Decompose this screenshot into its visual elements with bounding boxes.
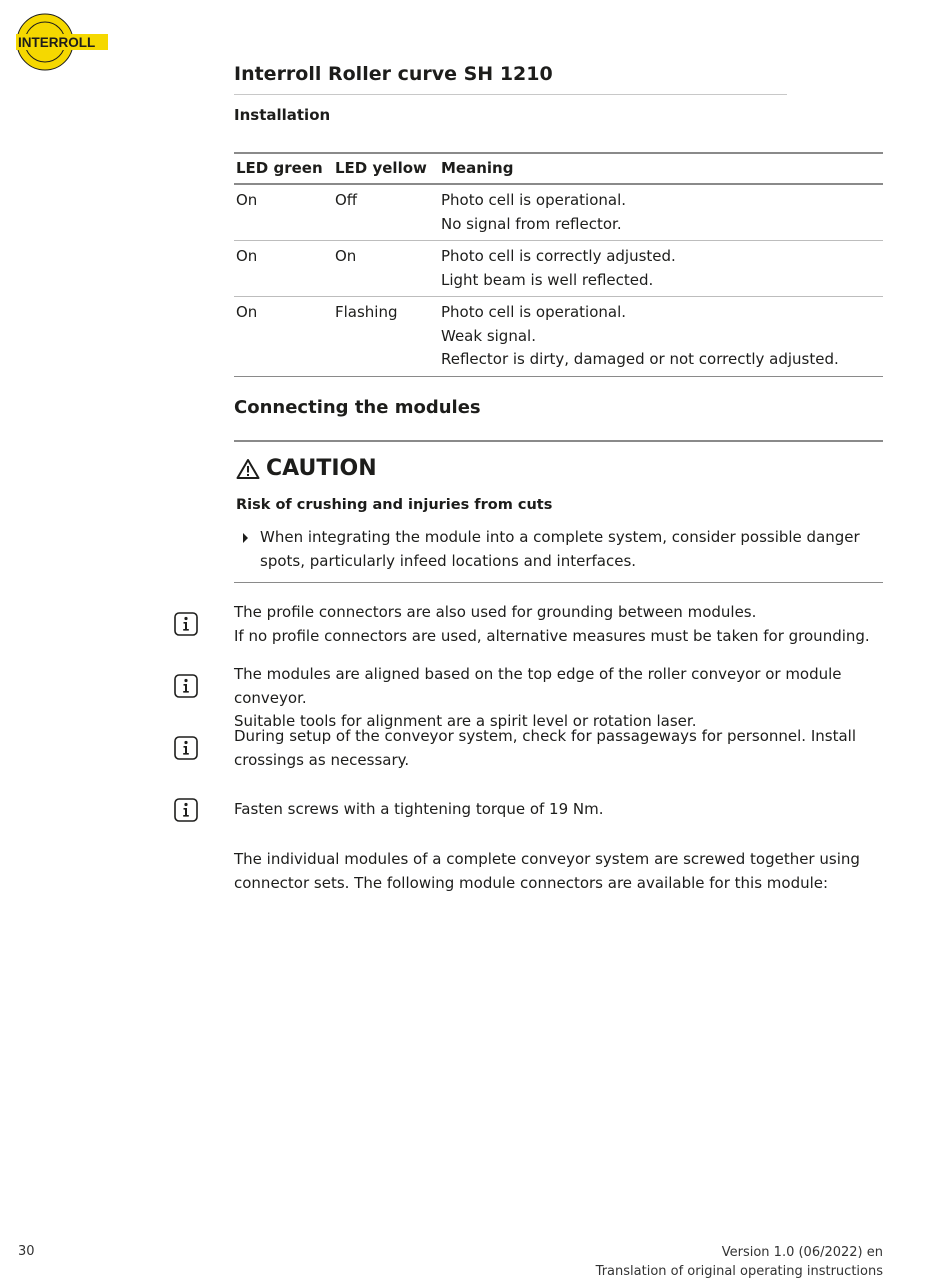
table-header-row bbox=[234, 153, 883, 184]
info-line: During setup of the conveyor system, check for passageways for personnel. Install crossings as necessary. bbox=[234, 727, 856, 769]
info-icon bbox=[174, 674, 198, 698]
footer-version: Version 1.0 (06/2022) en bbox=[721, 1245, 883, 1260]
meaning-line: Photo cell is operational. bbox=[441, 191, 627, 209]
caution-box bbox=[234, 440, 883, 583]
cell-meaning bbox=[439, 184, 883, 241]
table-row bbox=[234, 184, 883, 241]
bullet-arrow-icon bbox=[242, 526, 260, 573]
header-led-green: LED green bbox=[234, 153, 333, 184]
meaning-line: No signal from reflector. bbox=[441, 214, 622, 233]
cell-meaning bbox=[439, 241, 883, 297]
cell-led-green: On bbox=[234, 297, 333, 377]
info-line: Suitable tools for alignment are a spirit level or rotation laser. bbox=[234, 712, 697, 730]
header-led-yellow: LED yellow bbox=[333, 153, 439, 184]
cell-led-yellow: Off bbox=[333, 184, 439, 241]
caution-bullet-text: When integrating the module into a complete system, consider possible danger spots, particularly infeed locations and interfaces. bbox=[260, 528, 860, 570]
info-line: Fasten screws with a tightening torque of 19 Nm. bbox=[234, 800, 604, 818]
meaning-line: Photo cell is operational. bbox=[441, 303, 627, 321]
cell-led-green: On bbox=[234, 241, 333, 297]
page-footer bbox=[596, 1243, 883, 1281]
table-row bbox=[234, 297, 883, 377]
info-line: If no profile connectors are used, alternative measures must be taken for grounding. bbox=[234, 626, 870, 645]
caution-title: CAUTION bbox=[266, 456, 377, 481]
info-icon bbox=[174, 612, 198, 636]
title-divider bbox=[234, 94, 787, 95]
info-note-text bbox=[234, 663, 884, 734]
page-number: 30 bbox=[18, 1244, 35, 1259]
led-status-table bbox=[234, 152, 883, 377]
caution-header bbox=[236, 456, 377, 481]
info-note-text bbox=[234, 601, 884, 648]
cell-led-green: On bbox=[234, 184, 333, 241]
interroll-logo bbox=[16, 12, 108, 74]
cell-led-yellow: On bbox=[333, 241, 439, 297]
info-line: The profile connectors are also used for grounding between modules. bbox=[234, 603, 757, 621]
cell-led-yellow: Flashing bbox=[333, 297, 439, 377]
meaning-line: Weak signal. bbox=[441, 326, 536, 345]
section-title: Installation bbox=[234, 106, 331, 124]
logo-text: INTERROLL bbox=[18, 35, 96, 50]
meaning-line: Photo cell is correctly adjusted. bbox=[441, 247, 676, 265]
body-paragraph: The individual modules of a complete conveyor system are screwed together using connector sets. The following module connectors are available for this module: bbox=[234, 850, 860, 892]
footer-translation: Translation of original operating instructions bbox=[595, 1264, 883, 1279]
table-row bbox=[234, 241, 883, 297]
info-icon bbox=[174, 798, 198, 822]
header-meaning: Meaning bbox=[439, 153, 883, 184]
document-title: Interroll Roller curve SH 1210 bbox=[234, 63, 553, 85]
info-line: The modules are aligned based on the top edge of the roller conveyor or module conveyor. bbox=[234, 665, 842, 707]
caution-bullet bbox=[242, 526, 872, 573]
meaning-line: Reflector is dirty, damaged or not correctly adjusted. bbox=[441, 350, 839, 368]
info-note-text bbox=[234, 798, 884, 822]
info-note-text bbox=[234, 725, 884, 772]
info-icon bbox=[174, 736, 198, 760]
meaning-line: Light beam is well reflected. bbox=[441, 270, 654, 289]
caution-risk: Risk of crushing and injuries from cuts bbox=[236, 497, 553, 513]
connecting-heading: Connecting the modules bbox=[234, 397, 481, 418]
cell-meaning bbox=[439, 297, 883, 377]
warning-triangle-icon bbox=[236, 458, 260, 480]
